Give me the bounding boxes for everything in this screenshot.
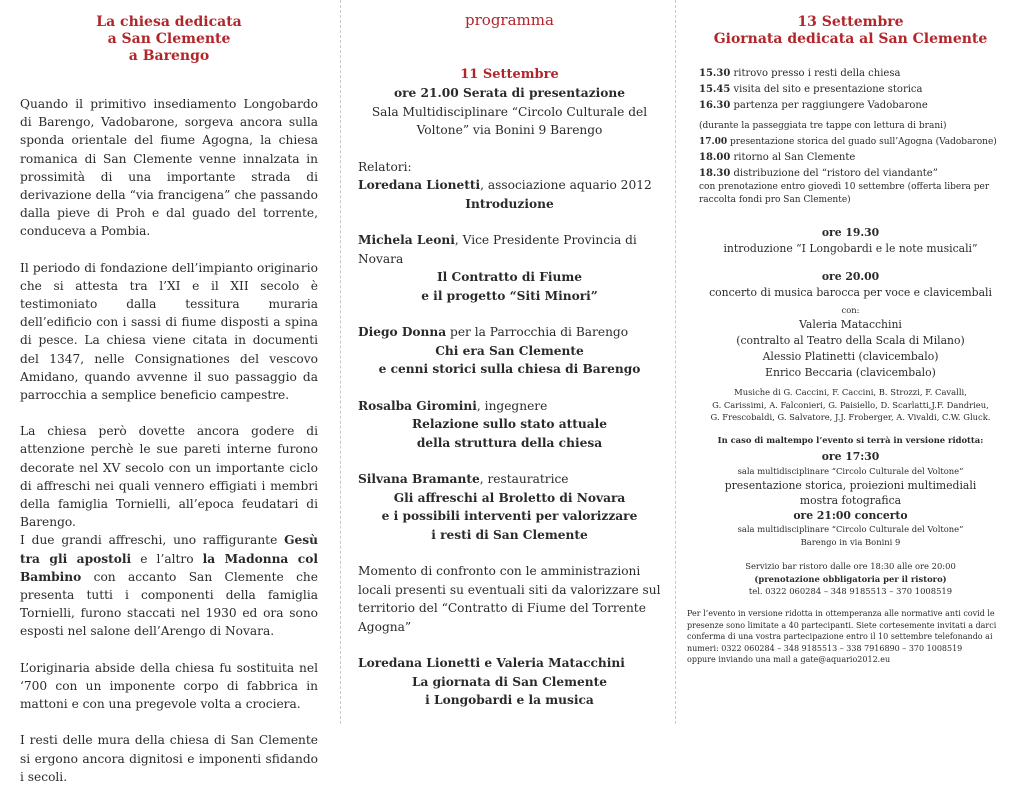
middle-column [340,0,675,724]
speaker-name: Loredana Lionetti [358,178,481,192]
venue-line: Voltone” via Bonini 9 Barengo [416,123,603,137]
final-speakers: Loredana Lionetti e Valeria Matacchini [358,656,625,670]
speaker-name: Diego Donna [358,325,447,339]
speaker-role: , ingegnere [476,398,548,413]
speaker-topic: Introduzione [465,196,554,211]
bold-text: la Madonna col Bambino [20,551,318,584]
time-1730: ore 17:30 [821,450,880,464]
musiche-line: Musiche di G. Caccini, F. Caccini, B. Strozzi, F. Cavalli, [734,387,967,397]
speaker-name: Silvana Bramante [358,472,480,486]
paragraph: Il periodo di fondazione dell’impianto originario che si attesta tra l’XI e il XII secolo è testimoniato dalla tessitura muraria dell’edificio con i sassi di fiume disposti a spina di pesce. La chiesa viene citata in documenti del 1347, nelle Consignationes del vescovo Amidano, quando avvenne il suo passaggio da parrocchia a semplice beneficio campestre. [20,260,318,403]
time-2000: ore 20.00 [821,270,880,284]
schedule-item [699,66,1014,82]
text-span: I due grandi affreschi, uno raffigurante [20,533,285,548]
speaker [358,323,661,342]
date-heading: 11 Settembre [460,67,559,82]
covid-note-line: numeri: 0322 060284 – 348 9185513 – 338 7916890 – 370 1008519 [687,643,963,653]
final-topic: La giornata di San Clemente [411,674,608,689]
time-2100: ore 21:00 concerto [793,508,908,522]
speaker-topic: Relazione sullo stato attuale [412,417,607,431]
speaker-topic: e i possibili interventi per valorizzare [381,509,638,523]
schedule-item [699,135,1014,150]
right-title-line: Giornata dedicata al San Clemente [713,31,988,47]
relatori-label: Relatori: [358,159,412,174]
programma-heading: programma [465,11,554,29]
presentation-line: presentazione storica, proiezioni multimediali [724,478,977,492]
schedule-desc: visita del sito e presentazione storica [730,83,923,95]
confronto-line: Momento di confronto con le amministrazioni [358,564,641,578]
speaker-topic: Il Contratto di Fiume [436,270,583,284]
performer: Enrico Beccaria (clavicembalo) [765,366,936,379]
bar-service: Servizio bar ristoro dalle ore 18:30 alle ore 20:00 [745,561,956,572]
right-title-line: 13 Settembre [797,14,904,30]
schedule-item [699,82,1014,98]
paragraph: L’originaria abside della chiesa fu sostituita nel ‘700 con un imponente corpo di fabbrica in mattoni e con una pregevole volta a crociera. [20,660,318,712]
schedule-time: 18.00 [699,152,731,163]
schedule-desc: presentazione storica del guado sull’Agogna (Vadobarone) [727,137,997,147]
schedule-desc: ritrovo presso i resti della chiesa [730,68,901,79]
speaker-role: , Vice Presidente Provincia di Novara [358,233,637,266]
speaker-name: Michela Leoni [358,233,455,247]
sala-line: sala multidisciplinare “Circolo Culturale del Voltone” [737,466,964,477]
schedule-item [699,150,1014,166]
left-title [20,14,318,65]
intro-music: introduzione “I Longobardi e le note musicali” [723,242,978,256]
confronto-line: territorio del “Contratto di Fiume del Torrente [358,601,646,615]
final-topic: i Longobardi e la musica [425,693,594,707]
schedule-time: 15.45 [699,83,731,95]
schedule-time: 17.00 [699,137,728,147]
musiche-line: G. Frescobaldi, G. Salvatore, J.J. Froberger, A. Vivaldi, C.W. Gluck. [710,412,991,423]
event-time: ore 21.00 Serata di presentazione [394,86,625,100]
speaker-role: , associazione aquario 2012 [480,178,652,192]
covid-note-line: oppure inviando una mail a gate@aquario2012.eu [687,655,891,665]
left-title-line: La chiesa dedicata [96,14,242,30]
paragraph: Quando il primitivo insediamento Longobardo di Barengo, Vadobarone, sorgeva ancora sulla sponda orientale del fiume Agogna, la chiesa romanica di San Clemente venne innalzata in prossimità di una importante strada di derivazione della “via francigena” che passando dalla pieve di Proh e dal guado del torrente, conduceva a Pombia. [20,97,318,239]
musiche-line: G. Carissimi, A. Falconieri, G. Paisiello, D. Scarlatti,J.F. Dandrieu, [712,399,989,410]
sala-line: sala multidisciplinare “Circolo Culturale del Voltone” [737,523,964,534]
speaker-role: per la Parrocchia di Barengo [446,325,629,339]
performer: (contralto al Teatro della Scala di Milano) [736,334,965,347]
covid-note-line: Per l’evento in versione ridotta in ottemperanza alle normative anti covid le [687,608,995,618]
speaker [358,470,661,489]
phone-line: tel. 0322 060284 – 348 9185513 – 370 1008519 [748,586,953,597]
bold-text: Gesù tra gli apostoli [20,533,318,566]
time-1930: ore 19.30 [821,226,880,240]
speaker-topic: i resti di San Clemente [431,527,588,542]
schedule-time: 16.30 [699,100,731,111]
covid-note-line: conferma di una vostra partecipazione entro il 10 settembre telefonando ai [687,632,993,642]
confronto-line: locali presenti su eventuali siti da valorizzare sul [358,582,661,597]
con-label: con: [841,305,860,316]
schedule-desc: partenza per raggiungere Vadobarone [730,100,928,111]
paragraph [20,531,318,640]
right-column [675,0,1024,724]
schedule-time: 15.30 [699,68,731,79]
speaker-topic: della struttura della chiesa [416,435,603,450]
left-column [0,0,340,784]
speaker-topic: Gli affreschi al Broletto di Novara [393,490,626,505]
text-span: e l’altro [131,551,203,566]
performer: Valeria Matacchini [799,318,902,331]
performer: Alessio Platinetti (clavicembalo) [762,350,939,363]
speaker-topic: e il progetto “Siti Minori” [421,288,598,303]
venue-line: Sala Multidisciplinare “Circolo Culturale del [371,104,648,119]
ristoro-note: raccolta fondi pro San Clemente) [699,195,851,206]
schedule-desc: distribuzione del “ristoro del viandante” [730,167,938,179]
speaker [358,176,661,195]
speaker-role: , restauratrice [479,472,569,486]
schedule-time: 18.30 [699,167,731,179]
walk-note: (durante la passeggiata tre tappe con lettura di brani) [699,121,947,131]
schedule [687,66,1014,207]
bar-booking: (prenotazione obbligatoria per il ristoro) [754,573,947,584]
speaker [358,231,661,268]
covid-note-line: presenze sono limitate a 40 partecipanti. Siete cortesemente invitati a darci [687,620,997,630]
confronto-line: Agogna” [358,619,412,634]
right-title [687,14,1014,48]
text-span: con accanto San Clemente che presenta tutti i componenti della famiglia Tornielli, furono staccati nel 1930 ed ora sono esposti nel salone dell’Arengo di Novara. [20,569,318,639]
schedule-item [699,97,1014,115]
speaker-topic: e cenni storici sulla chiesa di Barengo [378,362,641,376]
speaker-name: Rosalba Giromini [358,398,477,413]
speaker-topic: Chi era San Clemente [435,343,584,358]
left-title-line: a San Clemente [107,31,231,47]
speaker [358,397,661,416]
address-line: Barengo in via Bonini 9 [800,536,901,547]
left-title-line: a Barengo [128,48,210,64]
presentation-line: mostra fotografica [799,493,902,507]
paragraph: I resti delle mura della chiesa di San Clemente si ergono ancora dignitosi e imponenti sfidando i secoli. [20,733,318,784]
ristoro-note: con prenotazione entro giovedì 10 settembre (offerta libera per [699,182,990,192]
concert-desc: concerto di musica barocca per voce e clavicembali [709,286,992,300]
paragraph: La chiesa però dovette ancora godere di attenzione perchè le sue pareti interne furono decorate nel XV secolo con un importante ciclo di affreschi nei quali vennero effigiati i membri della famiglia Tornielli, all’epoca feudatari di Barengo. [20,424,318,530]
schedule-item [699,166,1014,182]
maltempo-note: In caso di maltempo l’evento si terrà in versione ridotta: [717,434,984,445]
schedule-desc: ritorno al San Clemente [730,152,856,163]
